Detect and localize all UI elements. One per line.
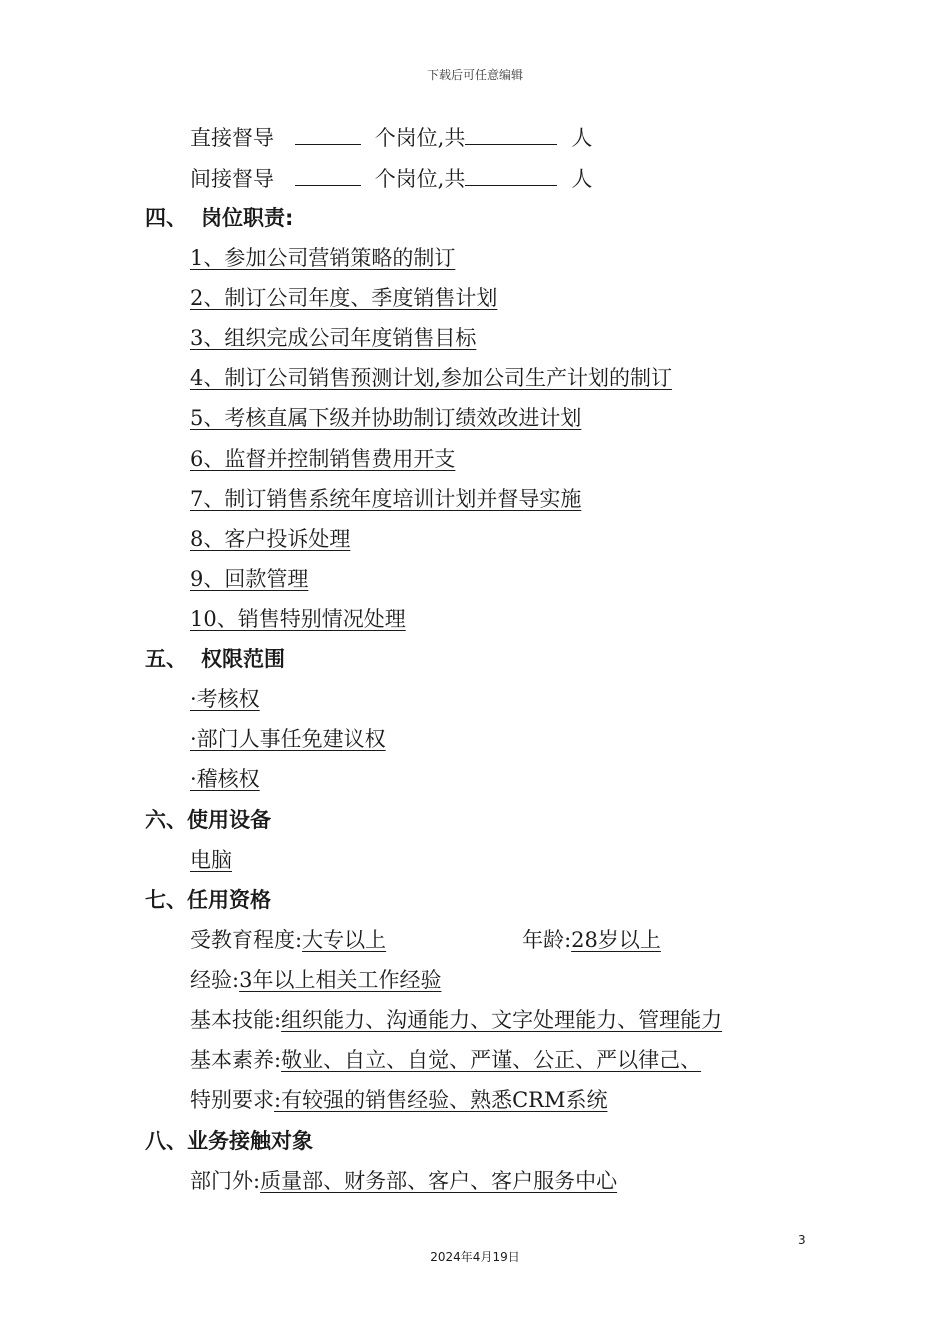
section-7-number: 七、 [145,888,187,912]
page-header: 下载后可任意编辑 [426,68,523,82]
section-4-heading [145,205,293,231]
duty-item-6: 6、监督并控制销售费用开支 [190,447,456,471]
duty-item-5: 5、考核直属下级并协助制订绩效改进计划 [190,406,582,430]
direct-supervision-unit: 人 [571,126,593,150]
duty-item-10: 10、销售特别情况处理 [190,607,406,631]
indirect-supervision-label: 间接督导 [190,167,274,191]
authority-item-3: ·稽核权 [190,767,260,791]
skills-label: 基本技能: [190,1008,282,1032]
section-4-number: 四、 [145,206,187,230]
duty-item-2: 2、制订公司年度、季度销售计划 [190,286,498,310]
section-4-title: 岗位职责: [201,206,294,230]
special-requirement-line [190,1087,607,1113]
qualities-line [190,1047,701,1073]
direct-people-blank [465,124,557,145]
section-5-heading [145,646,285,672]
equipment-item-1: 电脑 [190,848,232,872]
direct-supervision-mid: 个岗位,共 [374,126,466,150]
skills-value: 组织能力、沟通能力、文字处理能力、管理能力 [281,1008,723,1032]
external-label: 部门外: [190,1169,261,1193]
qualities-label: 基本素养: [190,1048,282,1072]
special-value: :有较强的销售经验、熟悉CRM系统 [274,1088,608,1112]
experience-value: 3年以上相关工作经验 [239,968,442,992]
education-value: 大专以上 [302,928,387,952]
education-age-line [190,927,703,953]
direct-supervision-label: 直接督导 [190,126,274,150]
indirect-supervision-unit: 人 [571,167,593,191]
section-7-title: 任用资格 [187,888,271,912]
experience-line [190,967,441,993]
indirect-people-blank [465,165,557,186]
duty-item-1: 1、参加公司营销策略的制订 [190,246,456,270]
section-5-title: 权限范围 [201,647,285,671]
section-8-heading [145,1128,313,1154]
direct-supervision-line [190,124,592,151]
age-label: 年龄: [522,928,572,952]
section-5-number: 五、 [145,647,187,671]
section-6-title: 使用设备 [187,808,271,832]
indirect-supervision-mid: 个岗位,共 [374,167,466,191]
special-label: 特别要求 [190,1088,274,1112]
duty-item-4: 4、制订公司销售预测计划,参加公司生产计划的制订 [190,366,673,390]
section-7-heading [145,887,271,913]
direct-positions-blank [295,124,361,145]
page-number: 3 [798,1233,806,1247]
authority-item-1: ·考核权 [190,687,260,711]
qualities-value: 敬业、自立、自觉、严谨、公正、严以律己、 [281,1048,702,1072]
footer-date: 2024年4月19日 [430,1250,520,1264]
duty-item-9: 9、回款管理 [190,567,309,591]
duty-item-7: 7、制订销售系统年度培训计划并督导实施 [190,487,582,511]
age-value: 28岁以上 [571,928,661,952]
experience-label: 经验: [190,968,240,992]
external-value: 质量部、财务部、客户、客户服务中心 [260,1169,618,1193]
external-contacts-line [190,1168,617,1194]
section-6-heading [145,807,271,833]
authority-item-2: ·部门人事任免建议权 [190,727,386,751]
skills-line [190,1007,722,1033]
section-8-number: 八、 [145,1129,187,1153]
section-6-number: 六、 [145,808,187,832]
indirect-supervision-line [190,165,592,192]
duty-item-8: 8、客户投诉处理 [190,527,351,551]
education-label: 受教育程度: [190,928,303,952]
section-8-title: 业务接触对象 [187,1129,313,1153]
indirect-positions-blank [295,165,361,186]
duty-item-3: 3、组织完成公司年度销售目标 [190,326,477,350]
